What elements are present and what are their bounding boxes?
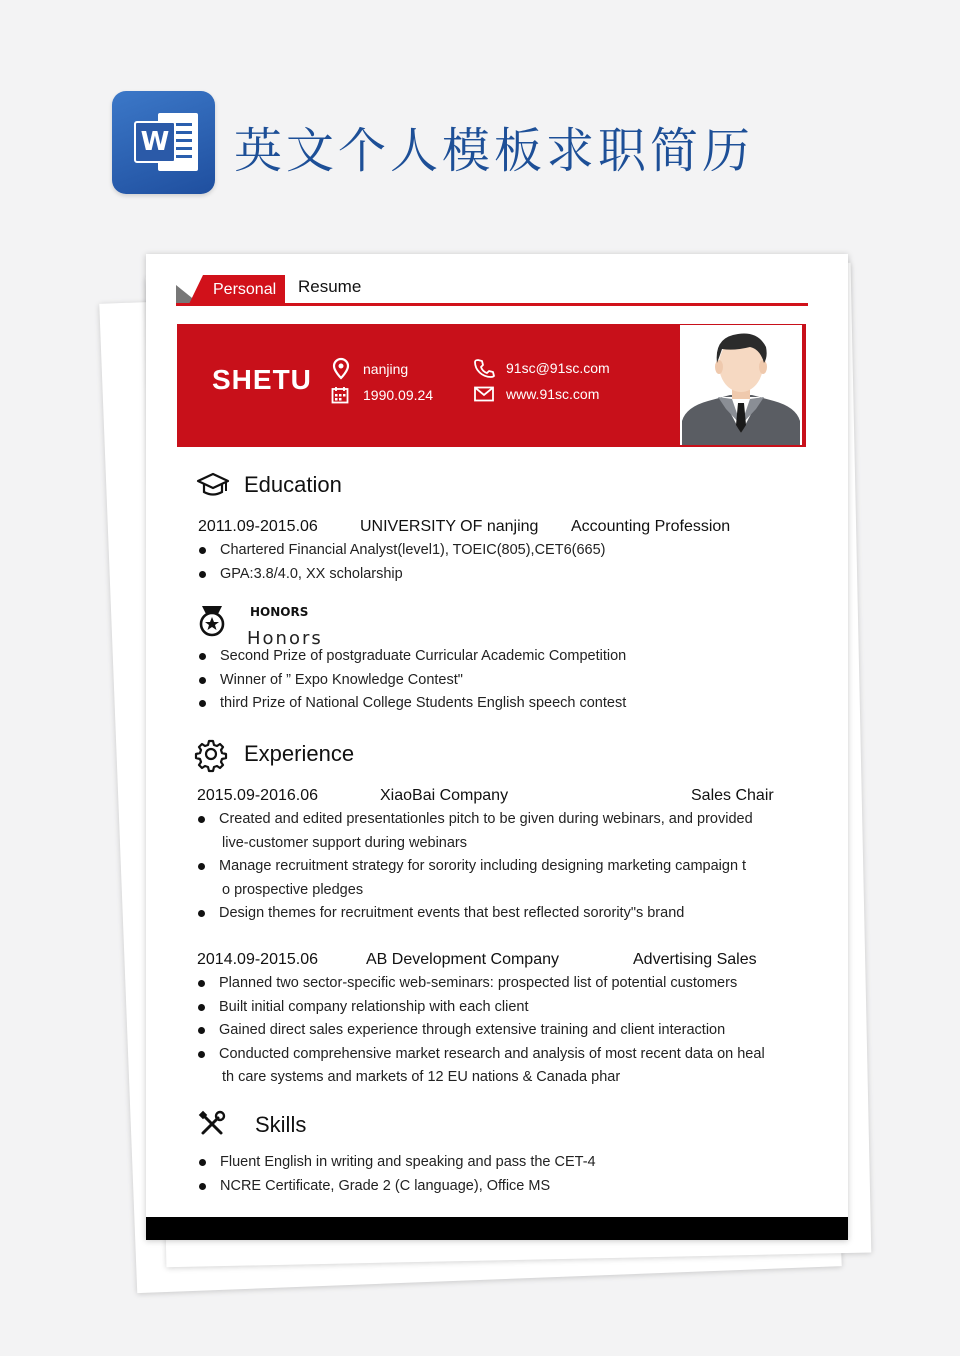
resume-page <box>146 254 848 1240</box>
skills-title: Skills <box>255 1112 307 1137</box>
job-bullets <box>195 972 765 1090</box>
job-bullets <box>195 808 753 926</box>
list-item: Second Prize of postgraduate Curricular Academic Competition <box>196 645 626 669</box>
experience-title: Experience <box>244 741 355 766</box>
list-item: Manage recruitment strategy for sorority including designing marketing campaign t o prospective pledges <box>195 855 753 902</box>
job-role: Sales Chair <box>691 787 774 804</box>
footer-bar <box>146 1217 848 1240</box>
word-letter-badge: W <box>134 121 176 163</box>
list-item: Fluent English in writing and speaking and pass the CET-4 <box>196 1151 596 1175</box>
graduation-cap-icon <box>196 470 230 500</box>
contact-text-1: 91sc@91sc.com <box>506 360 610 377</box>
job-role: Advertising Sales <box>633 951 757 968</box>
list-item: Conducted comprehensive market research and analysis of most recent data on heal th care systems and markets of 12 EU nations & Canada phar <box>195 1043 765 1090</box>
list-item: Gained direct sales experience through extensive training and client interaction <box>195 1019 765 1043</box>
location-pin-icon <box>331 358 351 383</box>
honors-list <box>196 645 626 716</box>
phone-icon <box>474 358 494 381</box>
medal-icon <box>196 604 228 636</box>
honors-ghost-title: Honors <box>247 628 323 649</box>
list-item: Chartered Financial Analyst(level1), TOEIC(805),CET6(665) <box>196 539 606 563</box>
tools-icon <box>198 1110 228 1140</box>
education-school: UNIVERSITY OF nanjing <box>360 518 539 535</box>
list-item: Built initial company relationship with each client <box>195 996 765 1020</box>
birthdate-text: 1990.09.24 <box>363 387 434 404</box>
page-title: 英文个人模板求职简历 <box>234 123 755 179</box>
location-row <box>331 358 408 383</box>
web-row <box>474 386 599 405</box>
avatar <box>680 325 802 445</box>
calendar-icon <box>331 386 351 407</box>
header-divider <box>176 303 808 306</box>
skills-header <box>198 1110 306 1140</box>
list-item: Planned two sector-specific web-seminars: prospected list of potential customers <box>195 972 765 996</box>
contact-text-2: www.91sc.com <box>506 386 600 403</box>
personal-info-banner <box>177 324 806 447</box>
phone-row <box>474 358 610 381</box>
list-item: GPA:3.8/4.0, XX scholarship <box>196 563 606 587</box>
education-header <box>196 470 342 500</box>
job-company: XiaoBai Company <box>380 787 509 804</box>
job-company: AB Development Company <box>366 951 559 968</box>
tab-personal: Personal <box>203 275 285 304</box>
candidate-name: SHETU <box>212 364 312 395</box>
gear-icon <box>196 739 230 769</box>
education-title: Education <box>244 472 342 497</box>
honors-label: HONORS <box>250 605 309 619</box>
education-major: Accounting Profession <box>571 518 731 535</box>
experience-header <box>196 739 354 769</box>
word-app-icon <box>112 91 215 194</box>
education-list <box>196 539 606 586</box>
skills-list <box>196 1151 596 1198</box>
list-item: Design themes for recruitment events that best reflected sorority"s brand <box>195 902 753 926</box>
list-item: Winner of ” Expo Knowledge Contest" <box>196 669 626 693</box>
list-item: NCRE Certificate, Grade 2 (C language), Office MS <box>196 1175 596 1199</box>
list-item: third Prize of National College Students English speech contest <box>196 692 626 716</box>
tab-resume: Resume <box>298 277 362 296</box>
envelope-icon <box>474 386 494 405</box>
job-period: 2014.09-2015.06 <box>197 951 318 968</box>
location-text: nanjing <box>363 361 409 378</box>
education-period: 2011.09-2015.06 <box>198 518 318 535</box>
list-item: Created and edited presentationles pitch to be given during webinars, and provided live-customer support during webinars <box>195 808 753 855</box>
job-period: 2015.09-2016.06 <box>197 787 318 804</box>
birthdate-row <box>331 386 433 407</box>
